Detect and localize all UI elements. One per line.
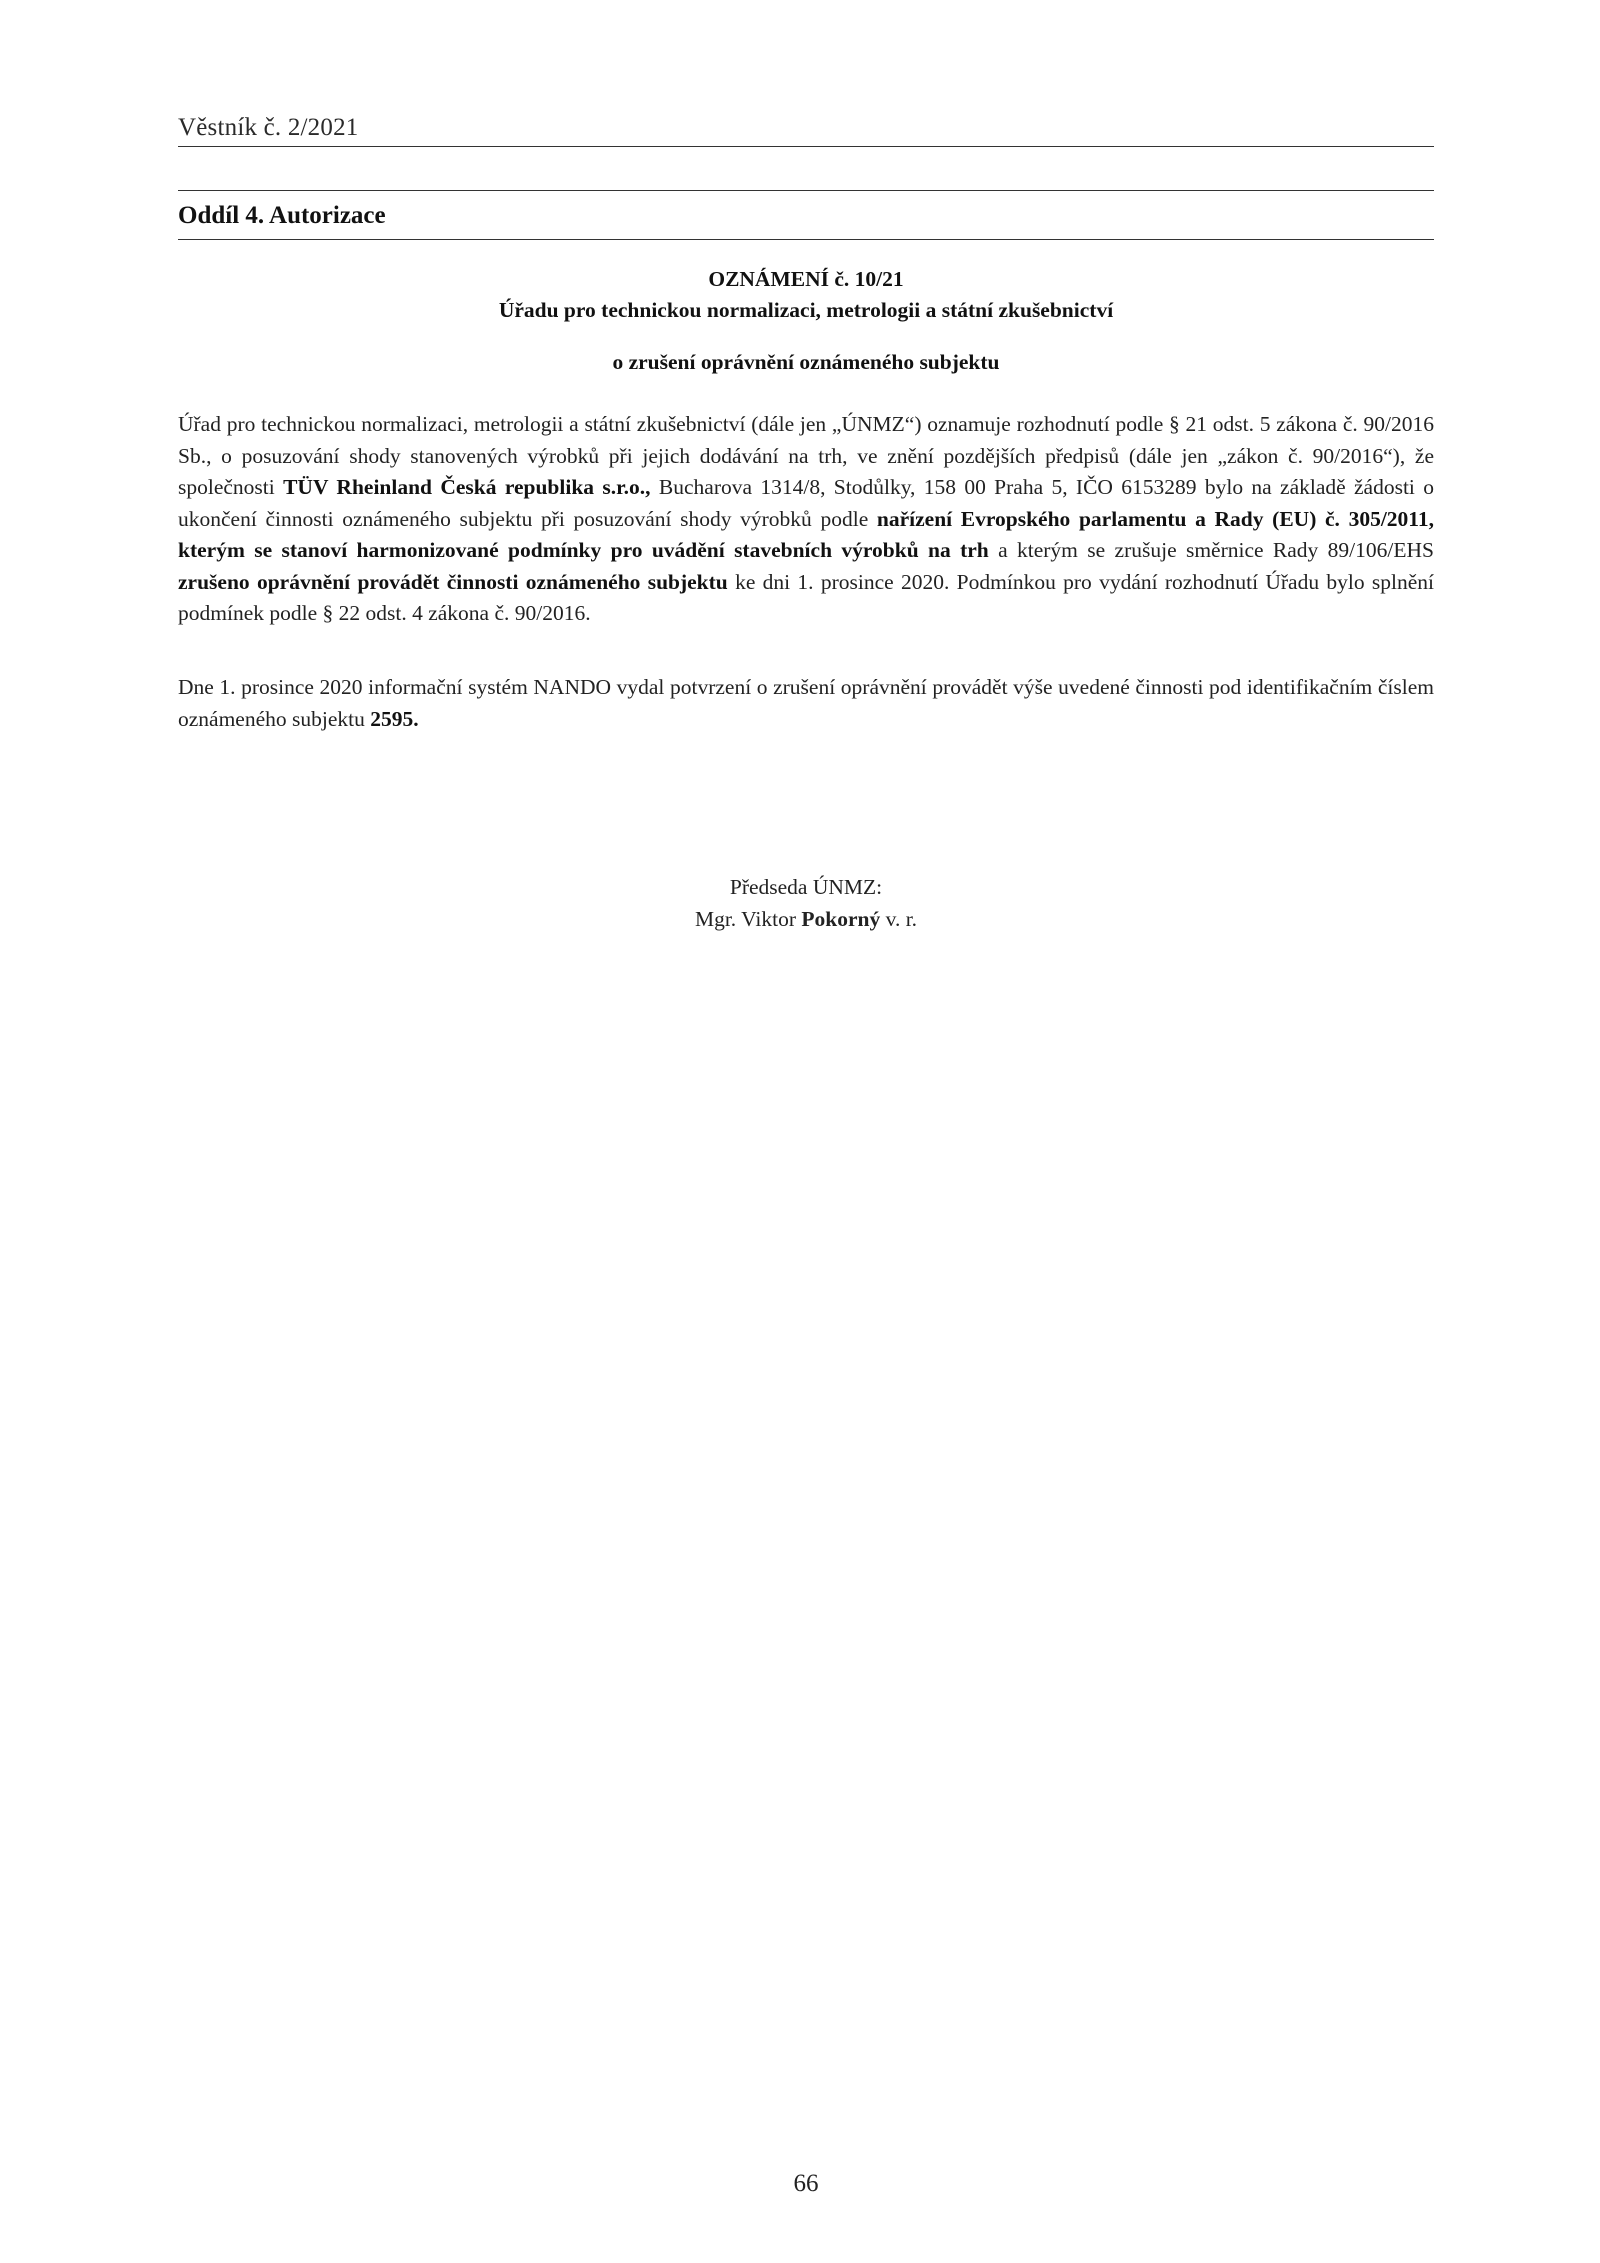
signature-role: Předseda ÚNMZ:: [729, 875, 883, 899]
p1-revocation: zrušeno oprávnění provádět činnosti oznámeného subjektu: [178, 569, 728, 594]
p1-text-1: Úřad pro technickou normalizaci, metrologii a státní zkušebnictví (dále jen „ÚNMZ“) oznamuje rozhodnutí podle § 21 odst. 5 zákona č. 90/2016 Sb., o posuzování shody stanovených výrobků při jejich dodávání na trh, ve znění pozdějších předpisů (dále jen „zákon č. 90/2016“), že společnosti: [178, 412, 1434, 499]
p1-company-name: TÜV Rheinland Česká republika s.r.o.,: [283, 475, 651, 499]
p1-regulation: nařízení Evropského parlamentu a Rady (EU) č. 305/2011, kterým se stanoví harmonizované podmínky pro uvádění stavebních výrobků na trh: [178, 506, 1434, 562]
p1-text-2: Bucharova 1314/8, Stodůlky, 158 00 Praha 5, IČO 6153289 bylo na základě žádosti o ukončení činnosti oznámeného subjektu při posuzování shody výrobků podle: [178, 475, 1434, 531]
signature-suffix: v. r.: [880, 906, 918, 931]
running-header: Věstník č. 2/2021: [178, 114, 359, 141]
p2-text-1: Dne 1. prosince 2020 informační systém NANDO vydal potvrzení o zrušení oprávnění provádět výše uvedené činnosti pod identifikačním číslem oznámeného subjektu: [178, 675, 1434, 731]
section-top-divider: [178, 190, 1434, 191]
p2-identifier: 2595.: [370, 706, 419, 731]
header-divider: [178, 146, 1434, 147]
notice-issuer: Úřadu pro technickou normalizaci, metrologii a státní zkušebnictví: [498, 298, 1114, 322]
page-number: 66: [793, 2170, 819, 2197]
section-title: Oddíl 4. Autorizace: [178, 202, 386, 229]
p1-text-4: ke dni 1. prosince 2020. Podmínkou pro vydání rozhodnutí Úřadu bylo splnění podmínek podle § 22 odst. 4 zákona č. 90/2016.: [178, 569, 1435, 625]
notice-heading: [178, 264, 1434, 378]
signature-surname: Pokorný: [801, 906, 881, 931]
body-paragraph-2: [178, 672, 1434, 735]
p1-text-3: a kterým se zrušuje směrnice Rady 89/106/EHS: [988, 538, 1434, 562]
notice-number: OZNÁMENÍ č. 10/21: [708, 267, 904, 291]
section-bottom-divider: [178, 239, 1434, 240]
signature-name-prefix: Mgr. Viktor: [694, 906, 802, 931]
body-paragraph-1: [178, 409, 1434, 630]
notice-subject: o zrušení oprávnění oznámeného subjektu: [612, 350, 1000, 374]
signature-name: [178, 904, 1434, 936]
signature-block: [178, 872, 1434, 935]
document-page: [178, 0, 1434, 2263]
